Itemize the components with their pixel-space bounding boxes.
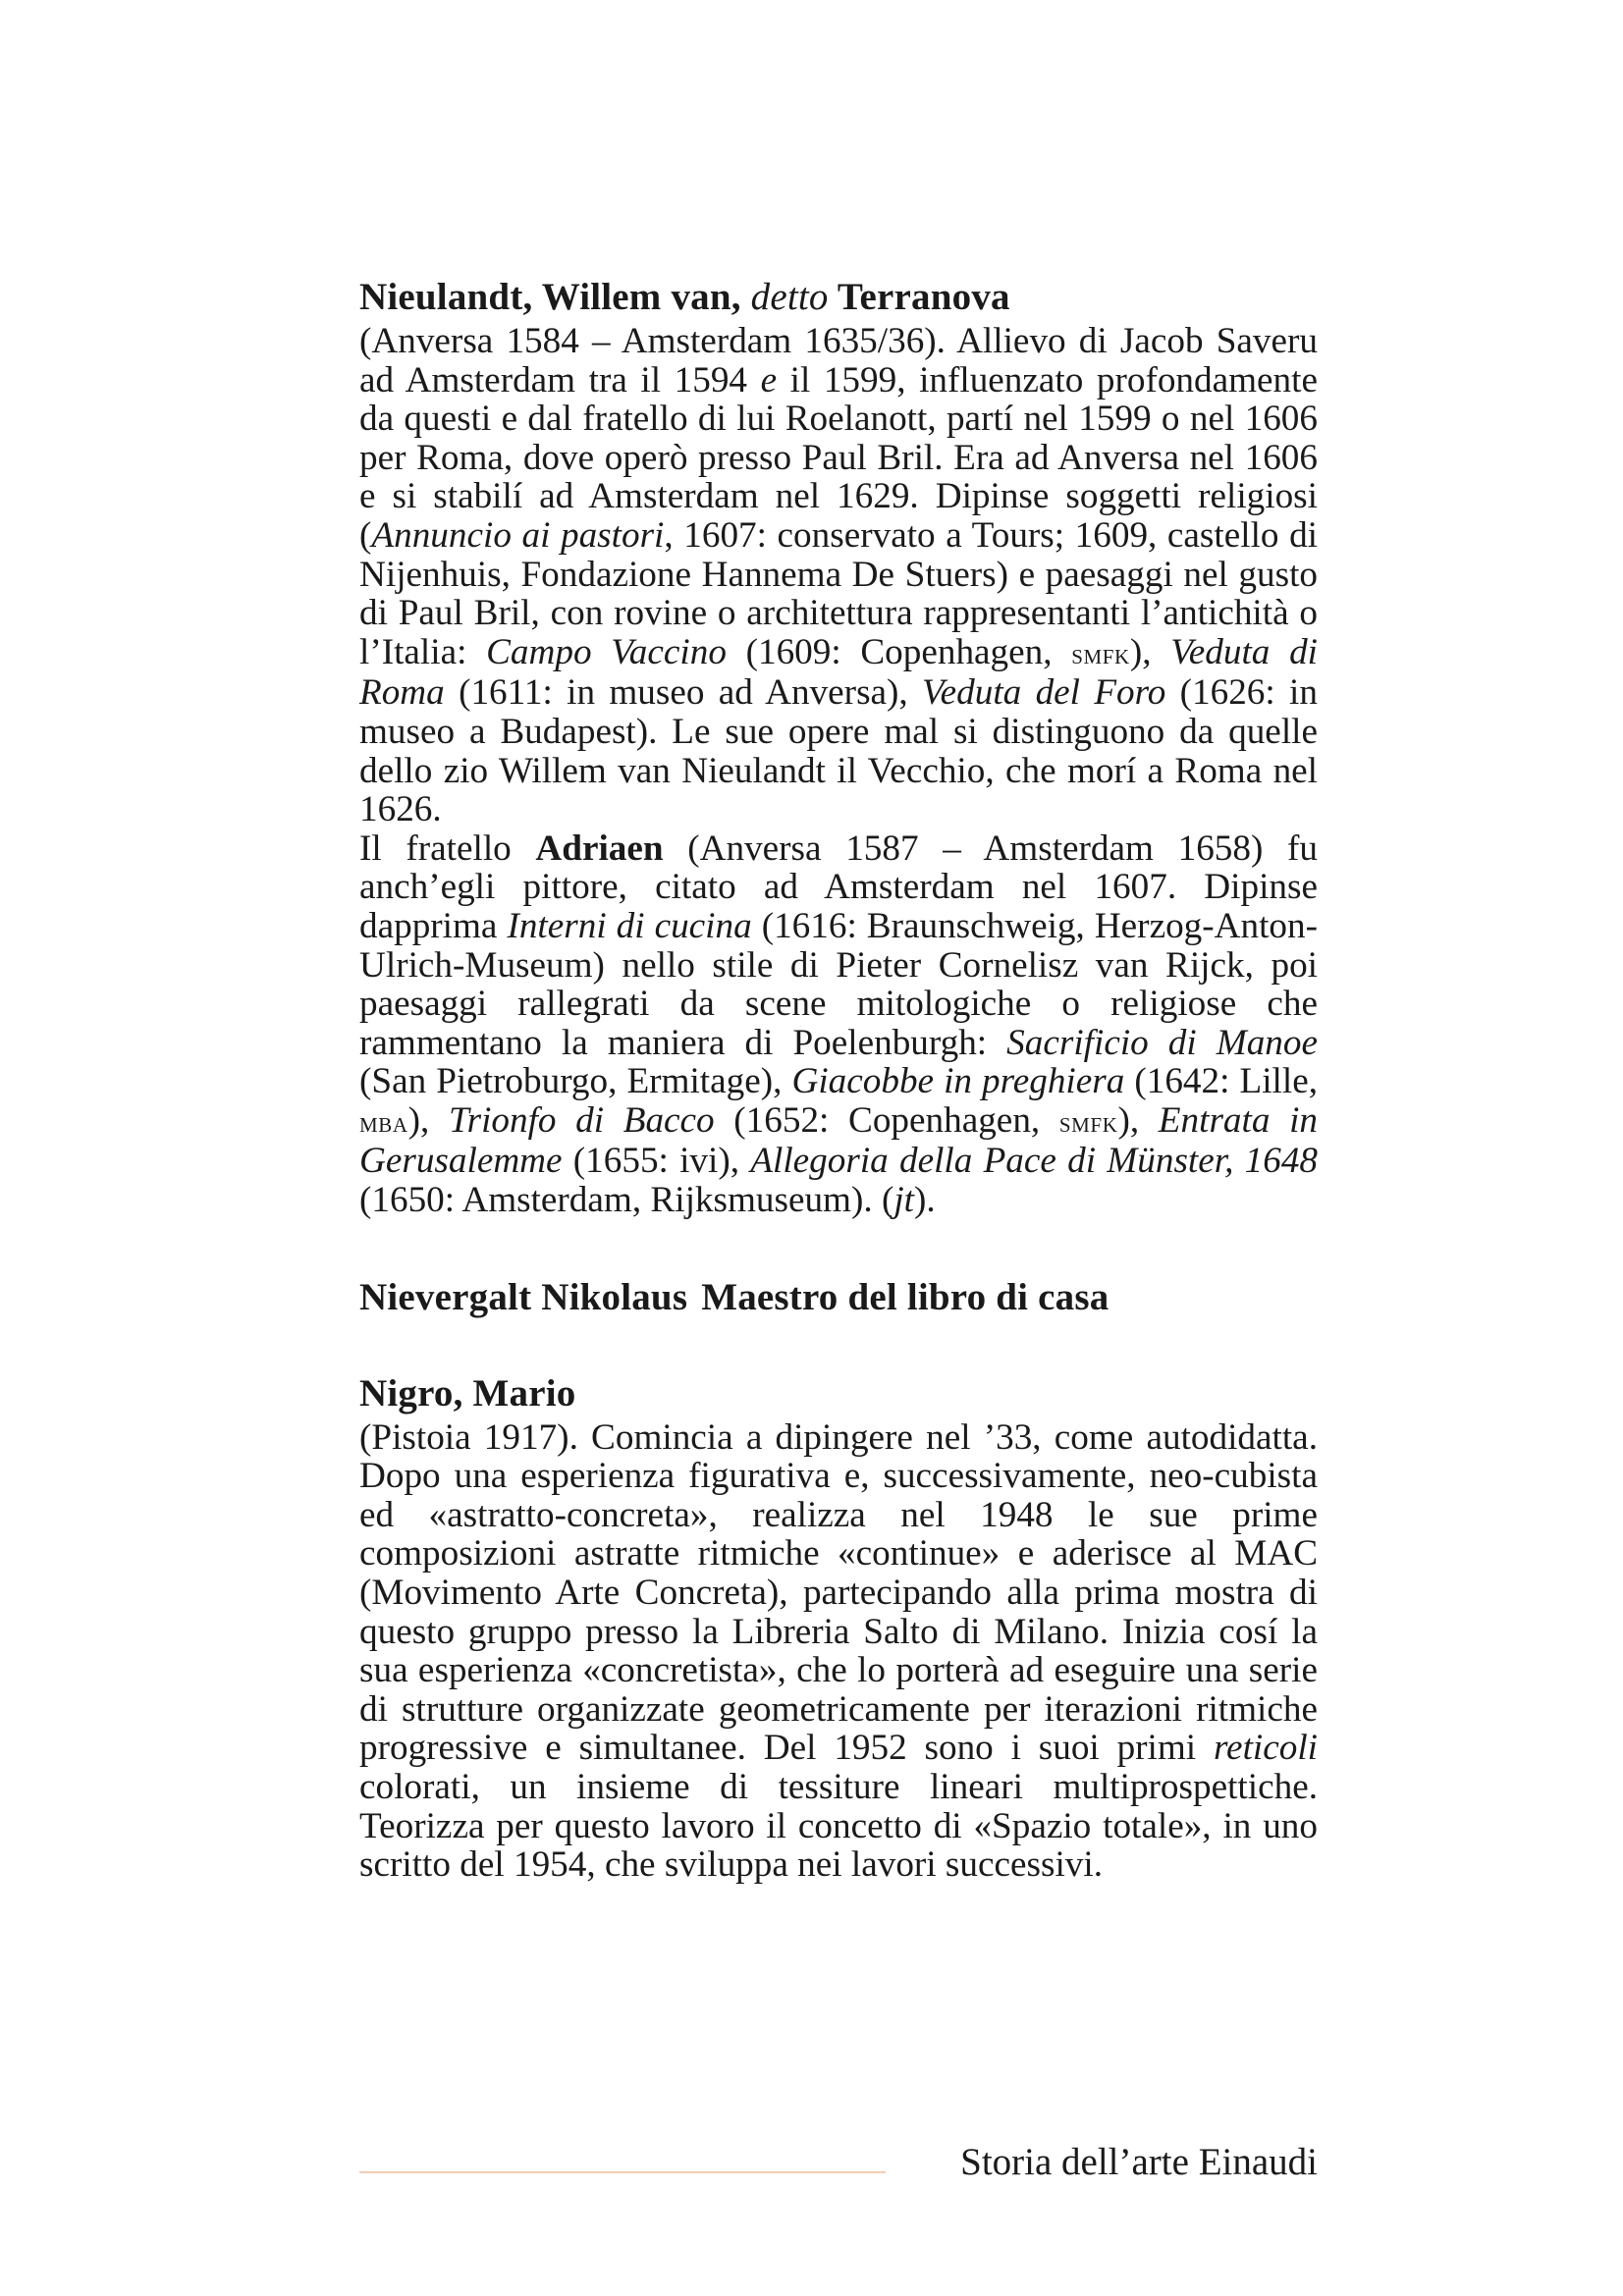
entry-nievergalt [359,1275,1318,1320]
entry-heading [359,275,1318,320]
text-run: (1652: Copenhagen, [714,1099,1059,1141]
text-italic: Veduta di Roma [359,631,1318,714]
text-italic: Interni di cucina [507,905,752,946]
text-run: (San Pietroburgo, Ermitage), [359,1061,792,1102]
entry-heading [359,1371,1318,1416]
text-run: ). [914,1180,936,1221]
text-run: (1616: Braunschweig, Herzog-Anton-Ulrich-Museum) nello stile di Pieter Cornelisz van Rijck, poi paesaggi rallegrati da scene mitologiche o religiose che rammentano la maniera di Poelenburgh: [359,905,1318,1063]
entry-cross-reference[interactable]: Maestro del libro di casa [701,1275,1109,1318]
text-run: (Anversa 1584 – Amsterdam 1635/36). Allievo di Jacob Saveru ad Amsterdam tra il 1594 [359,321,1318,400]
text-italic: Annuncio ai pastori [371,514,665,556]
entry-heading [359,1275,1318,1320]
text-small-caps: smfk [1071,636,1130,670]
text-run: (1609: Copenhagen, [726,631,1072,672]
entry-name: Nieulandt, Willem van, [359,276,751,318]
text-italic: Campo Vaccino [486,631,727,672]
entry-detto: detto [750,276,829,318]
text-run: (1626: in museo a Budapest). Le sue opere mal si distinguono da quelle dello zio Willem van Nieulandt il Vecchio, che morí a Roma nel 1626. [359,672,1318,830]
text-run: (1655: ivi), [562,1141,751,1182]
text-run: Il fratello [359,828,536,869]
entry-body [359,1418,1318,1885]
text-italic: Allegoria della Pace di Münster, 1648 [750,1141,1319,1182]
entry-body [359,322,1318,829]
text-run: (Pistoia 1917). Comincia a dipingere nel ’33, come autodidatta. Dopo una esperienza figurativa e, successivamente, neo-cubista ed «astratto-concreta», realizza nel 1948 le sue prime composizioni astratte ritmiche «continue» e aderisce al MAC (Movimento Arte Concreta), partecipando alla prima mostra di questo gruppo presso la Libreria Salto di Milano. Inizia cosí la sua esperienza «concretista», che lo porterà ad eseguire una serie di strutture organizzate geometricamente per iterazioni ritmiche progressive e simultanee. Del 1952 sono i suoi primi [359,1416,1318,1769]
text-bold: Adriaen [535,828,664,869]
text-italic: Trionfo di Bacco [448,1099,715,1141]
text-run: (1650: Amsterdam, Rijksmuseum). ( [359,1180,894,1221]
text-italic: Sacrificio di Manoe [1006,1022,1318,1063]
text-small-caps: smfk [1058,1104,1118,1139]
entry-alias: Terranova [828,276,1010,318]
entry-name: Nigro, Mario [359,1371,576,1415]
text-run: colorati, un insieme di tessiture lineari multiprospettiche. Teorizza per questo lavoro il concetto di «Spazio totale», in uno scritto del 1954, che sviluppa nei lavori successivi. [359,1767,1318,1886]
text-italic: Entrata in Gerusalemme [359,1099,1318,1182]
text-run: ), [1129,631,1171,672]
entry-nieulandt [359,275,1318,1220]
text-italic: Veduta del Foro [922,672,1166,714]
text-italic: reticoli [1213,1728,1318,1769]
entry-body-secondary [359,829,1318,1220]
text-italic: e [760,359,778,400]
text-run: , 1607: conservato a Tours; 1609, castello di Nijenhuis, Fondazione Hannema De Stuers) e paesaggi nel gusto di Paul Bril, con rovine o architettura rappresentanti l’antichità o l’Italia: [359,514,1318,672]
text-run: (Anversa 1587 – Amsterdam 1658) fu anch’egli pittore, citato ad Amsterdam nel 1607. Dipinse dapprima [359,828,1318,946]
text-italic: Giacobbe in preghiera [791,1061,1125,1102]
text-italic: jt [893,1180,915,1221]
text-small-caps: mba [359,1104,408,1139]
entry-name: Nievergalt Nikolaus [359,1275,688,1318]
text-run: ), [407,1099,449,1141]
text-run: ), [1117,1099,1159,1141]
text-run: (1611: in museo ad Anversa), [444,672,923,714]
footer-rule [359,2171,886,2173]
text-run: il 1599, influenzato profondamente da questi e dal fratello di lui Roelanott, partí nel 1599 o nel 1606 per Roma, dove operò presso Paul Bril. Era ad Anversa nel 1606 e si stabilí ad Amsterdam nel 1629. Dipinse soggetti religiosi ( [359,359,1318,556]
text-run: (1642: Lille, [1124,1061,1319,1102]
page-footer [359,2140,1318,2185]
footer-publisher: Storia dell’arte Einaudi [960,2141,1318,2183]
entry-nigro [359,1371,1318,1885]
page-content [359,275,1318,1885]
